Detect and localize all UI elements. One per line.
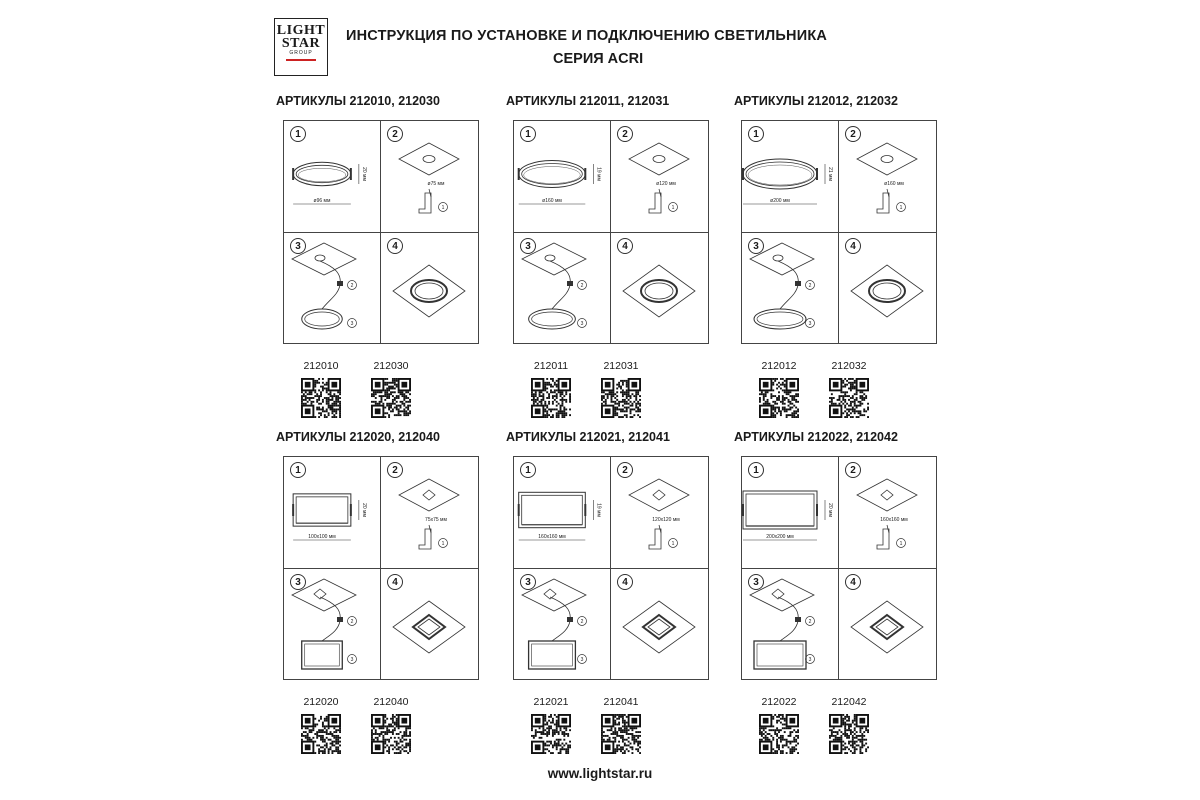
step-number: 1 [748, 126, 764, 142]
svg-text:20 мм: 20 мм [360, 503, 367, 517]
step-2 [381, 457, 477, 568]
svg-text:3: 3 [580, 656, 584, 663]
step-1 [284, 457, 380, 568]
svg-text:2: 2 [350, 282, 354, 289]
step-number: 2 [617, 462, 633, 478]
step-number: 1 [520, 126, 536, 142]
svg-text:19 мм: 19 мм [595, 167, 602, 181]
qr-code-icon[interactable] [829, 714, 869, 754]
step-4 [839, 569, 935, 680]
step-number: 1 [748, 462, 764, 478]
step-number: 3 [748, 574, 764, 590]
article-codes [283, 696, 479, 760]
step-1 [742, 457, 838, 568]
qr-code-icon[interactable] [371, 714, 411, 754]
svg-text:1: 1 [671, 540, 675, 547]
svg-text:200x200 мм: 200x200 мм [766, 534, 794, 540]
svg-text:1: 1 [441, 540, 445, 547]
step-number: 3 [520, 238, 536, 254]
step-1 [514, 121, 610, 232]
svg-text:ø75 мм: ø75 мм [427, 181, 445, 187]
step-2 [839, 121, 935, 232]
qr-code-icon[interactable] [371, 378, 411, 418]
svg-text:3: 3 [350, 656, 354, 663]
step-number: 3 [290, 574, 306, 590]
svg-text:3: 3 [808, 656, 812, 663]
step-number: 3 [748, 238, 764, 254]
article-code-label: 212010 [303, 360, 339, 372]
series-title: СЕРИЯ ACRI [553, 51, 644, 67]
qr-code-icon[interactable] [301, 714, 341, 754]
step-2 [381, 121, 477, 232]
qr-code-icon[interactable] [531, 714, 571, 754]
article-code-label: 212012 [761, 360, 797, 372]
step-1 [284, 121, 380, 232]
svg-text:20 мм: 20 мм [827, 503, 833, 517]
qr-code-icon[interactable] [301, 378, 341, 418]
installation-steps-panel [741, 120, 937, 344]
svg-text:2: 2 [808, 282, 812, 289]
svg-text:21 мм: 21 мм [827, 167, 833, 181]
installation-steps-panel [741, 456, 937, 680]
group-heading: АРТИКУЛЫ 212022, 212042 [734, 430, 898, 444]
article-code-label: 212011 [533, 360, 569, 372]
step-4 [611, 569, 707, 680]
svg-text:1: 1 [671, 204, 675, 211]
step-number: 2 [387, 462, 403, 478]
step-number: 2 [387, 126, 403, 142]
step-number: 1 [290, 462, 306, 478]
svg-text:100x100 мм: 100x100 мм [308, 534, 336, 540]
svg-text:ø200 мм: ø200 мм [770, 198, 790, 204]
qr-code-icon[interactable] [531, 378, 571, 418]
step-number: 4 [617, 238, 633, 254]
svg-text:2: 2 [580, 282, 584, 289]
step-4 [611, 233, 707, 344]
svg-text:120x120 мм: 120x120 мм [652, 517, 680, 523]
document-title: ИНСТРУКЦИЯ ПО УСТАНОВКЕ И ПОДКЛЮЧЕНИЮ СВЕТИЛЬНИКА [346, 28, 828, 44]
svg-text:ø160 мм: ø160 мм [884, 181, 904, 187]
svg-text:1: 1 [899, 204, 903, 211]
step-number: 4 [845, 238, 861, 254]
qr-code-icon[interactable] [759, 714, 799, 754]
qr-code-icon[interactable] [759, 378, 799, 418]
svg-text:19 мм: 19 мм [595, 503, 602, 517]
step-number: 2 [617, 126, 633, 142]
step-3 [742, 233, 838, 344]
article-code-label: 212021 [533, 696, 569, 708]
qr-code-icon[interactable] [829, 378, 869, 418]
step-number: 1 [520, 462, 536, 478]
step-number: 3 [290, 238, 306, 254]
svg-text:75x75 мм: 75x75 мм [425, 517, 447, 523]
step-number: 3 [520, 574, 536, 590]
article-code-label: 212041 [603, 696, 639, 708]
svg-text:2: 2 [350, 618, 354, 625]
group-heading: АРТИКУЛЫ 212012, 212032 [734, 94, 898, 108]
logo-text-line2: STAR [281, 36, 321, 51]
group-heading: АРТИКУЛЫ 212021, 212041 [506, 430, 670, 444]
svg-text:3: 3 [580, 320, 584, 327]
website-link[interactable]: www.lightstar.ru [547, 766, 653, 781]
step-4 [381, 233, 477, 344]
installation-steps-panel [283, 456, 479, 680]
qr-code-icon[interactable] [601, 714, 641, 754]
step-1 [514, 457, 610, 568]
step-number: 4 [387, 238, 403, 254]
step-3 [284, 233, 380, 344]
svg-text:3: 3 [350, 320, 354, 327]
step-number: 4 [617, 574, 633, 590]
svg-text:20 мм: 20 мм [360, 167, 367, 181]
step-3 [284, 569, 380, 680]
article-code-label: 212040 [373, 696, 409, 708]
svg-text:1: 1 [441, 204, 445, 211]
step-number: 2 [845, 462, 861, 478]
step-number: 1 [290, 126, 306, 142]
article-code-label: 212022 [761, 696, 797, 708]
svg-text:ø96 мм: ø96 мм [313, 198, 331, 204]
step-number: 2 [845, 126, 861, 142]
svg-text:1: 1 [899, 540, 903, 547]
group-heading: АРТИКУЛЫ 212010, 212030 [276, 94, 440, 108]
group-heading: АРТИКУЛЫ 212011, 212031 [506, 94, 670, 108]
logo-accent-bar [286, 59, 316, 61]
svg-text:ø160 мм: ø160 мм [542, 198, 562, 204]
article-code-label: 212020 [303, 696, 339, 708]
article-codes [741, 360, 937, 424]
svg-text:160x160 мм: 160x160 мм [880, 517, 908, 523]
article-code-label: 212042 [831, 696, 867, 708]
brand-logo [274, 18, 328, 76]
article-codes [283, 360, 479, 424]
article-code-label: 212031 [603, 360, 639, 372]
step-2 [839, 457, 935, 568]
installation-steps-panel [513, 456, 709, 680]
step-4 [381, 569, 477, 680]
article-codes [513, 696, 709, 760]
svg-text:2: 2 [580, 618, 584, 625]
step-2 [611, 457, 707, 568]
group-heading: АРТИКУЛЫ 212020, 212040 [276, 430, 440, 444]
article-codes [741, 696, 937, 760]
svg-text:3: 3 [808, 320, 812, 327]
svg-text:ø120 мм: ø120 мм [656, 181, 676, 187]
step-4 [839, 233, 935, 344]
installation-steps-panel [283, 120, 479, 344]
qr-code-icon[interactable] [601, 378, 641, 418]
step-3 [742, 569, 838, 680]
step-1 [742, 121, 838, 232]
step-3 [514, 569, 610, 680]
article-code-label: 212030 [373, 360, 409, 372]
svg-text:160x160 мм: 160x160 мм [538, 534, 566, 540]
installation-steps-panel [513, 120, 709, 344]
logo-text-line1: LIGHT [276, 23, 326, 38]
article-code-label: 212032 [831, 360, 867, 372]
step-3 [514, 233, 610, 344]
logo-text-line3: GROUP [289, 50, 313, 56]
step-number: 4 [387, 574, 403, 590]
article-codes [513, 360, 709, 424]
svg-text:2: 2 [808, 618, 812, 625]
step-2 [611, 121, 707, 232]
step-number: 4 [845, 574, 861, 590]
